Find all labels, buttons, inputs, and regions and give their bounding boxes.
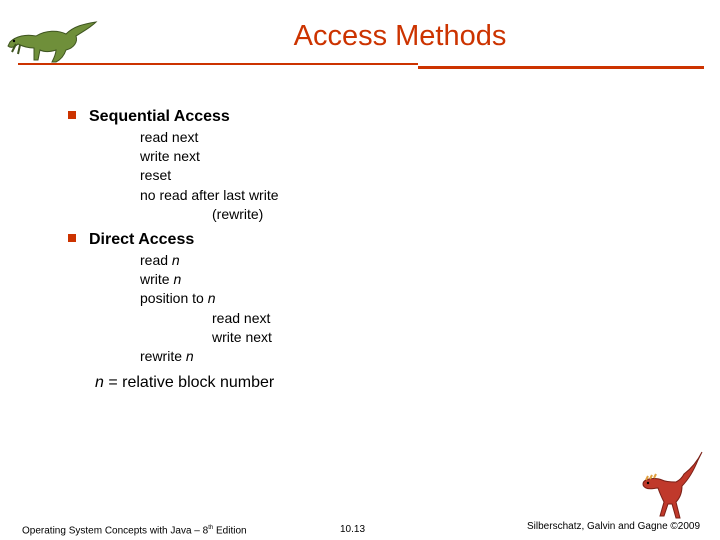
direct-line: read n xyxy=(140,252,180,268)
sequential-line: read next xyxy=(140,129,199,145)
footer-copyright: Silberschatz, Galvin and Gagne ©2009 xyxy=(527,521,701,532)
footer-book-title: Operating System Concepts with Java – 8th Edition xyxy=(22,525,247,537)
sequential-line: no read after last write xyxy=(140,187,279,203)
relative-block-note: n = relative block number xyxy=(95,374,275,391)
direct-line: rewrite n xyxy=(140,348,194,364)
title-underline-left xyxy=(18,63,418,65)
slide-title: Access Methods xyxy=(293,20,507,52)
direct-line: write next xyxy=(212,329,272,345)
footer-page-number: 10.13 xyxy=(340,524,366,535)
bullet-square-icon xyxy=(68,234,76,242)
sequential-line: (rewrite) xyxy=(212,206,264,222)
dinosaur-bottom-right-icon xyxy=(636,448,710,524)
sequential-line: reset xyxy=(140,167,172,183)
direct-line: position to n xyxy=(140,290,216,306)
bullet-sequential-access: Sequential Access xyxy=(68,108,230,126)
sequential-line: write next xyxy=(140,148,200,164)
direct-line: write n xyxy=(140,271,182,287)
title-underline-right xyxy=(418,66,704,69)
bullet-direct-access: Direct Access xyxy=(68,231,194,249)
bullet-square-icon xyxy=(68,111,76,119)
direct-line: read next xyxy=(212,310,271,326)
